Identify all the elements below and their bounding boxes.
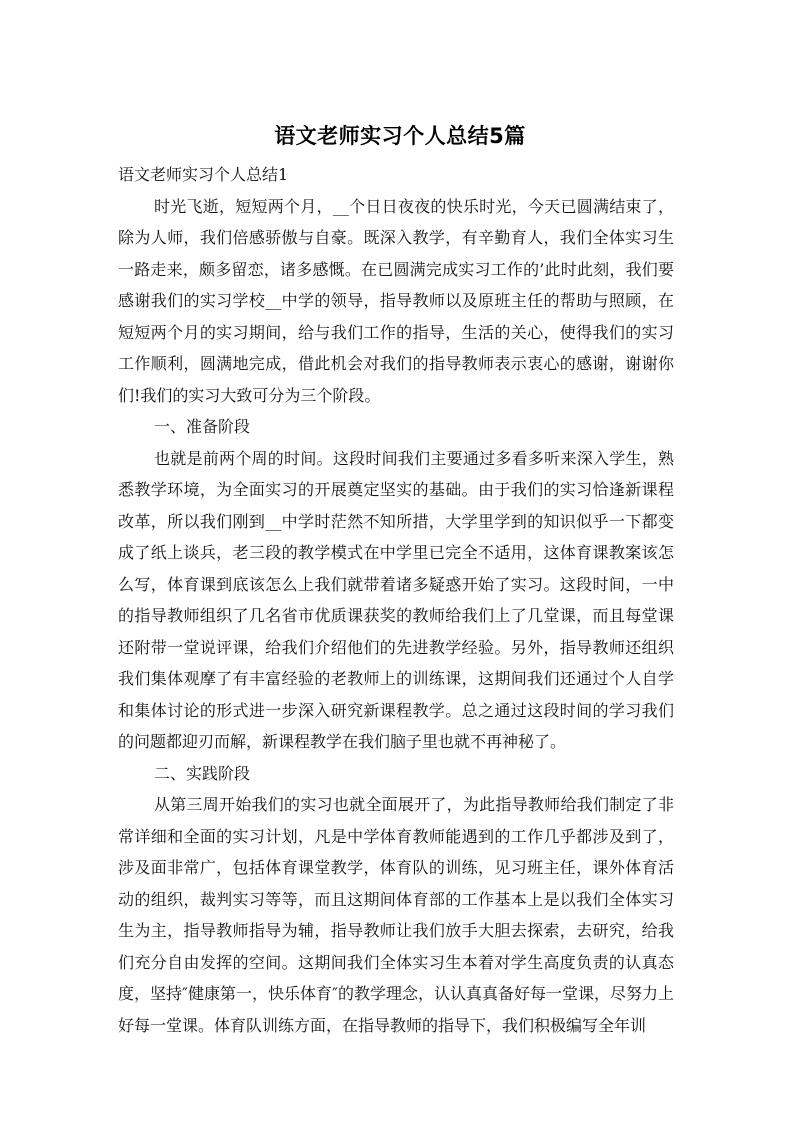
- document-title: 语文老师实习个人总结5篇: [274, 124, 526, 148]
- paragraph-preparation: 也就是前两个周的时间。这段时间我们主要通过多看多听来深入学生，熟悉教学环境，为全面实习的开展奠定坚实的基础。由于我们的实习恰逢新课程改革，所以我们刚到__中学时茫然不知所措，大学里学到的知识似乎一下都变成了纸上谈兵，老三段的教学模式在中学里已完全不适用，这体育课教案该怎么写，体育课到底该怎么上我们就带着诸多疑惑开始了实习。这段时间，一中的指导教师组织了几名省市优质课获奖的教师给我们上了几堂课，而且每堂课还附带一堂说评课，给我们介绍他们的先进教学经验。另外，指导教师还组织我们集体观摩了有丰富经验的老教师上的训练课，这期间我们还通过个人自学和集体讨论的形式进一步深入研究新课程教学。总之通过这段时间的学习我们的问题都迎刃而解，新课程教学在我们脑子里也就不再神秘了。: [118, 448, 674, 751]
- paragraph-practice: 从第三周开始我们的实习也就全面展开了，为此指导教师给我们制定了非常详细和全面的实习计划，凡是中学体育教师能遇到的工作几乎都涉及到了，涉及面非常广，包括体育课堂教学，体育队的训练，见习班主任，课外体育活动的组织，裁判实习等等，而且这期间体育部的工作基本上是以我们全体实习生为主，指导教师指导为辅，指导教师让我们放手大胆去探索，去研究，给我们充分自由发挥的空间。这期间我们全体实习生本着对学生高度负责的认真态度，坚持″健康第一，快乐体育″的教学理念，认认真真备好每一堂课，尽努力上好每一堂课。体育队训练方面，在指导教师的指导下，我们积极编写全年训: [118, 795, 674, 1035]
- section-heading-practice: 二、实践阶段: [154, 763, 251, 783]
- paragraph-intro: 时光飞逝，短短两个月，__个日日夜夜的快乐时光，今天已圆满结束了，除为人师，我们倍感骄傲与自豪。既深入教学，有辛勤育人，我们全体实习生一路走来，颇多留恋，诸多感慨。在已圆满完成实习工作的’此时此刻，我们要感谢我们的实习学校__中学的领导，指导教师以及原班主任的帮助与照顾，在短短两个月的实习期间，给与我们工作的指导，生活的关心，使得我们的实习工作顺利，圆满地完成，借此机会对我们的指导教师表示衷心的感谢，谢谢你们!我们的实习大致可分为三个阶段。: [118, 196, 674, 405]
- document-body: [118, 159, 674, 1041]
- section-subtitle: 语文老师实习个人总结1: [118, 165, 289, 184]
- section-heading-preparation: 一、准备阶段: [154, 417, 251, 436]
